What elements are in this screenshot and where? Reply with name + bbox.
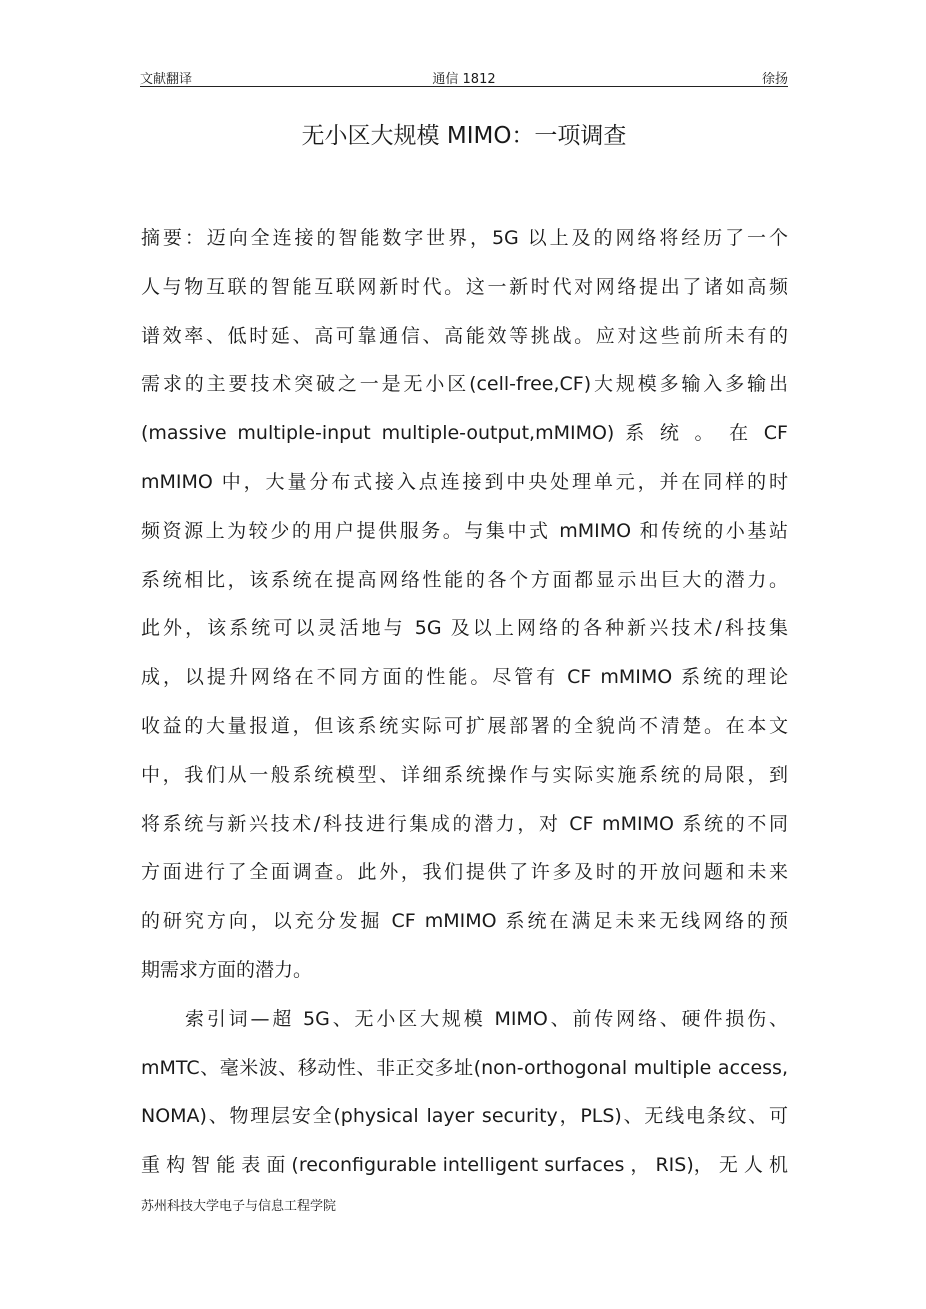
abstract-line: 中，我们从一般系统模型、详细系统操作与实际实施系统的局限，到: [141, 763, 788, 786]
abstract-line: 人与物互联的智能互联网新时代。这一新时代对网络提出了诸如高频: [141, 275, 788, 298]
abstract-line: 将系统与新兴技术/科技进行集成的潜力，对 CF mMIMO 系统的不同: [141, 812, 788, 835]
page-header: [140, 66, 788, 87]
keywords-line: NOMA)、物理层安全(physical layer security，PLS)、无线电条纹、可: [141, 1105, 788, 1128]
keywords-line: mMTC、毫米波、移动性、非正交多址(non-orthogonal multiple access,: [141, 1056, 788, 1079]
abstract-line: 频资源上为较少的用户提供服务。与集中式 mMIMO 和传统的小基站: [141, 519, 788, 542]
keywords-line: 索引词—超 5G、无小区大规模 MIMO、前传网络、硬件损伤、: [185, 1007, 788, 1030]
header-center-text: 通信 1812: [432, 72, 496, 87]
page-footer: 苏州科技大学电子与信息工程学院: [141, 1199, 337, 1214]
abstract-line: 系统相比，该系统在提高网络性能的各个方面都显示出巨大的潜力。: [141, 568, 788, 591]
abstract-line: 成，以提升网络在不同方面的性能。尽管有 CF mMIMO 系统的理论: [141, 666, 788, 689]
header-right-text: 徐扬: [761, 72, 788, 87]
abstract-line: 需求的主要技术突破之一是无小区(cell-free,CF)大规模多输入多输出: [141, 373, 788, 396]
abstract-line: 此外，该系统可以灵活地与 5G 及以上网络的各种新兴技术/科技集: [141, 617, 788, 640]
document-title: 无小区大规模 MIMO：一项调查: [301, 123, 627, 149]
abstract-line: 的研究方向，以充分发掘 CF mMIMO 系统在满足未来无线网络的预: [141, 910, 788, 933]
abstract-line: 期需求方面的潜力。: [141, 958, 313, 981]
abstract-line: 收益的大量报道，但该系统实际可扩展部署的全貌尚不清楚。在本文: [141, 714, 788, 737]
keywords-line: 重 构 智 能 表 面 (reconfigurable intelligent surfaces ， RIS)， 无 人 机: [141, 1154, 788, 1177]
abstract-line: mMIMO 中，大量分布式接入点连接到中央处理单元，并在同样的时: [141, 470, 788, 493]
header-left-text: 文献翻译: [140, 72, 193, 87]
abstract-line: (massive multiple-input multiple-output,mMIMO) 系 统 。 在 CF: [141, 422, 788, 445]
abstract-line: 摘要：迈向全连接的智能数字世界，5G 以上及的网络将经历了一个: [141, 227, 788, 249]
abstract-line: 方面进行了全面调查。此外，我们提供了许多及时的开放问题和未来: [141, 861, 788, 884]
document-body: [141, 214, 788, 1190]
abstract-line: 谱效率、低时延、高可靠通信、高能效等挑战。应对这些前所未有的: [141, 324, 788, 347]
